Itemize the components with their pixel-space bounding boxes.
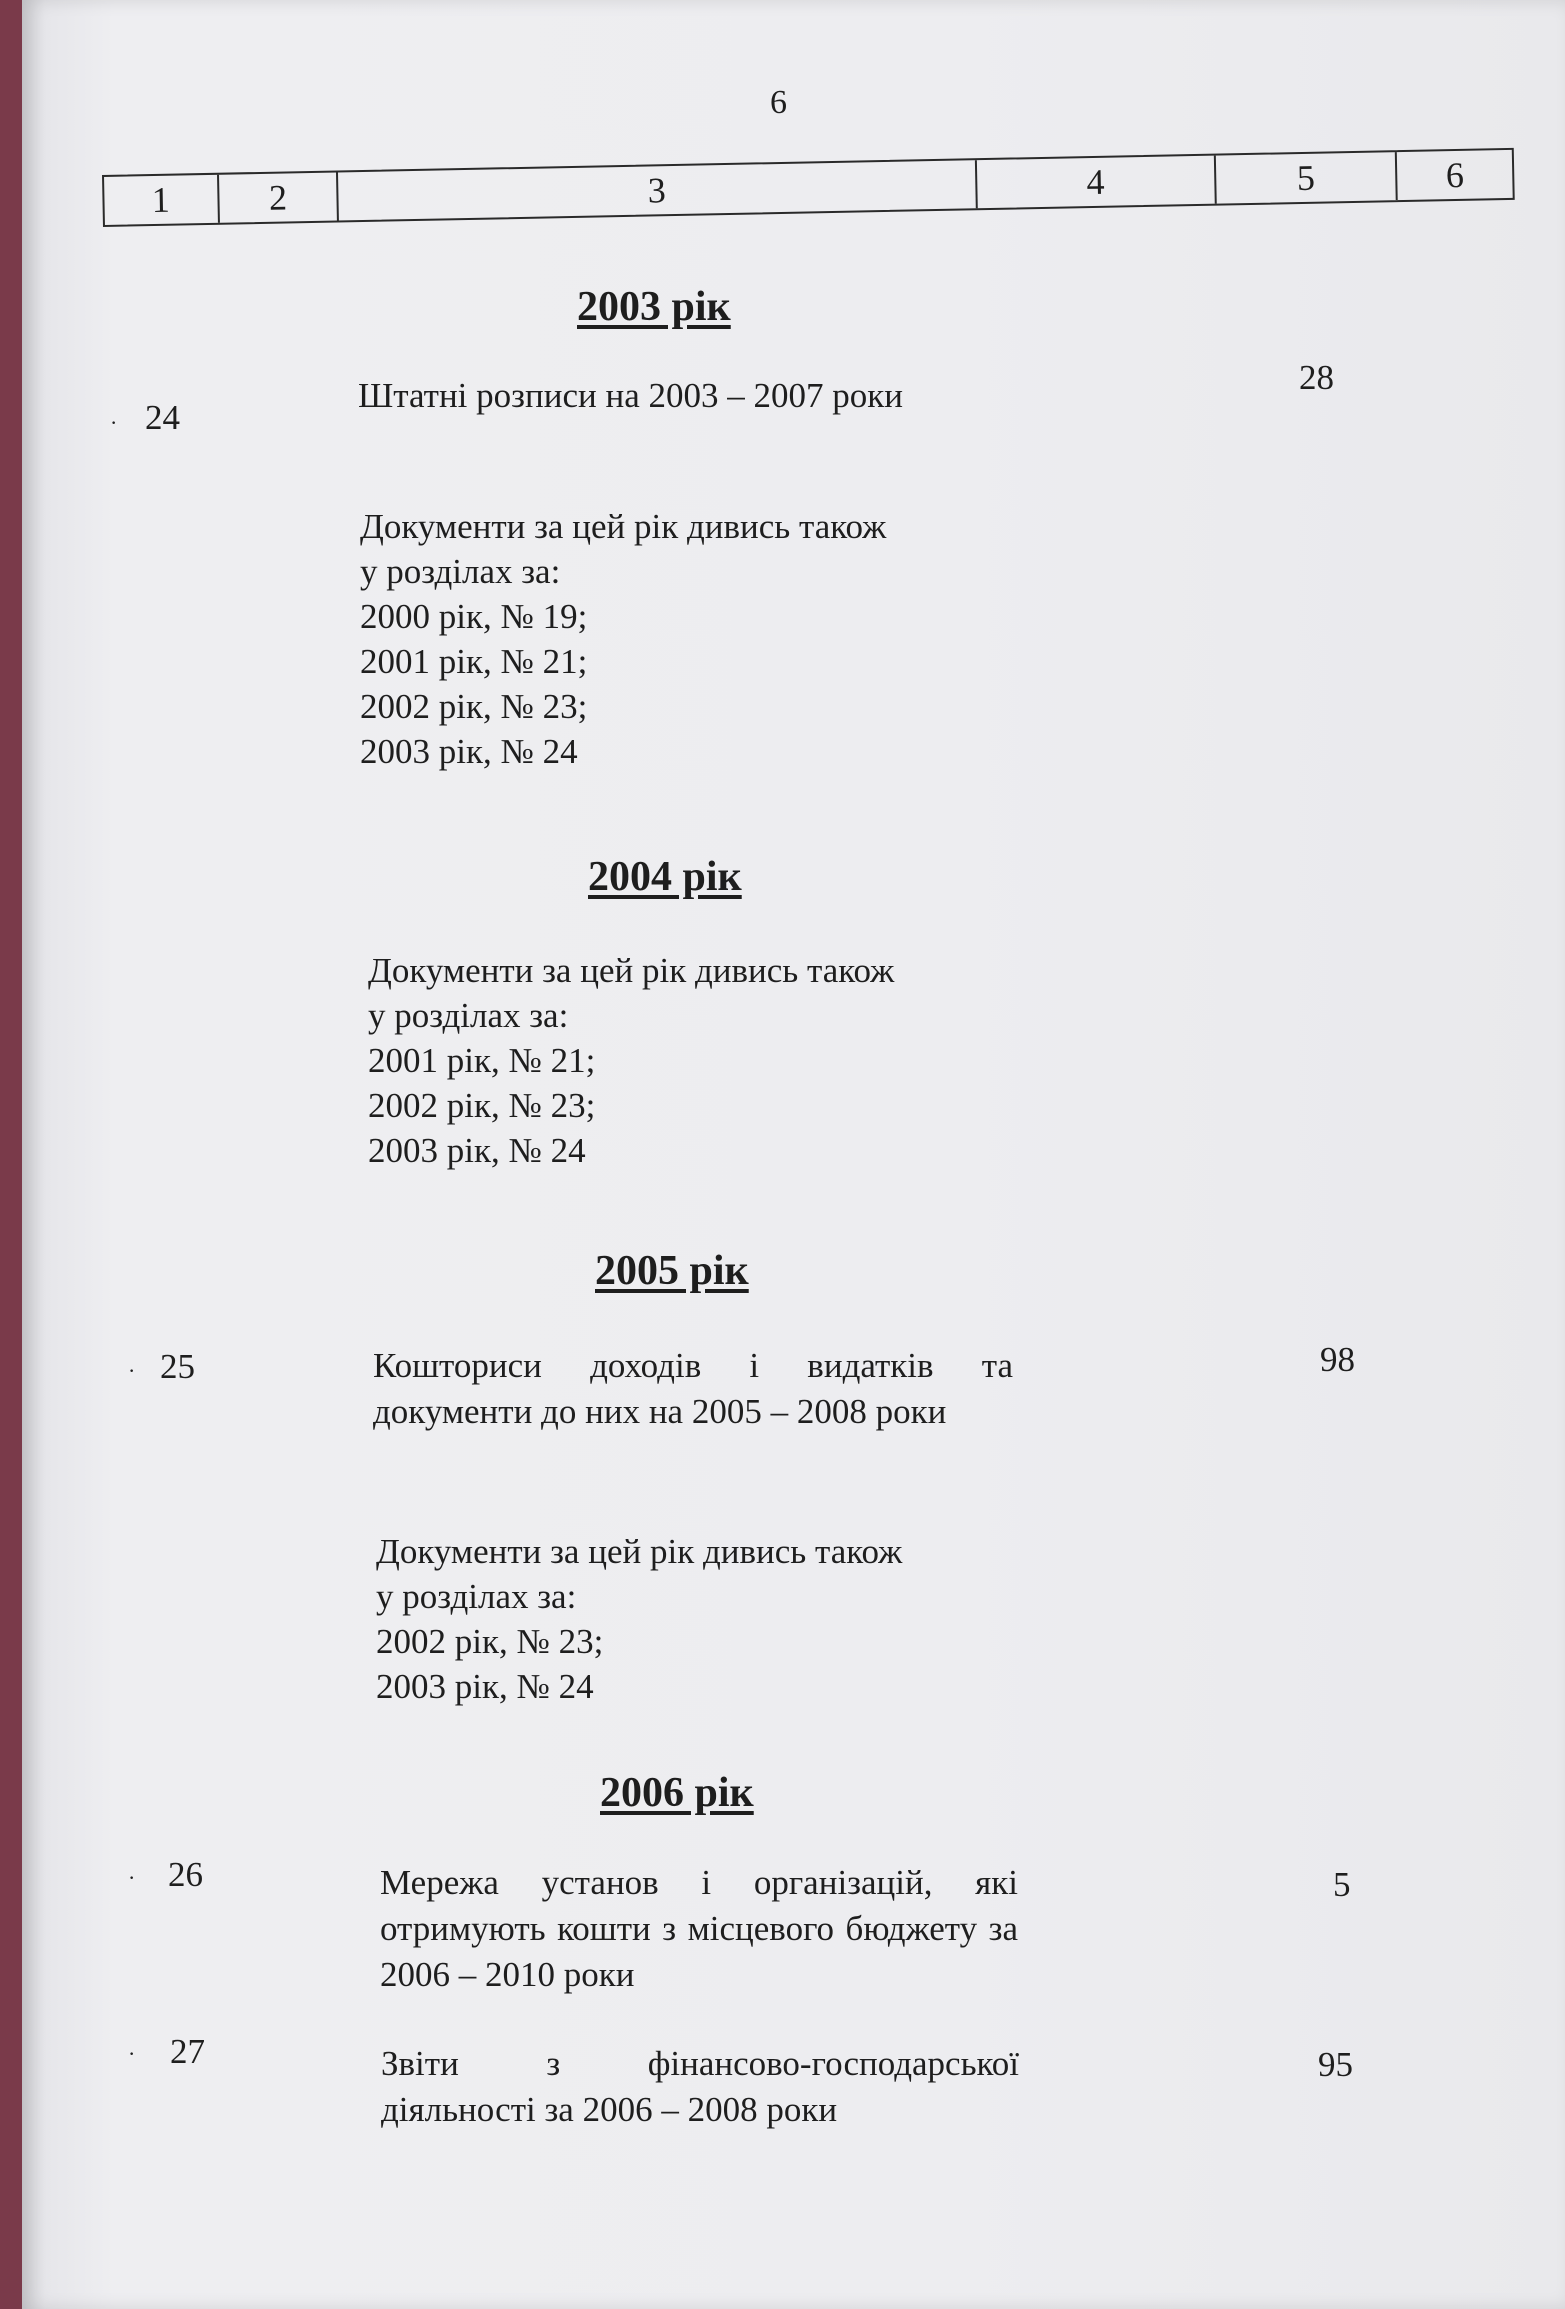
entry-page-count: 98 [1320,1340,1355,1379]
see-also-ref: 2003 рік, № 24 [376,1667,594,1706]
column-header-table [102,148,1515,227]
column-header-6: 6 [1445,154,1465,196]
entry-title: Кошториси доходів і видатків та документи до них на 2005 – 2008 роки [373,1346,1013,1431]
see-also-ref: 2003 рік, № 24 [368,1131,586,1170]
see-also-ref: 2002 рік, № 23; [368,1086,596,1125]
see-also-block [368,948,894,1173]
page-number: 6 [770,84,787,121]
section-year-heading: 2003 рік [577,284,731,330]
column-header-1: 1 [104,175,220,225]
entry-marker: · [128,2041,136,2066]
entry-marker: · [110,410,118,435]
entry-marker: · [128,1358,136,1383]
entry-page-count: 5 [1333,1865,1351,1904]
entry-page-count: 28 [1299,358,1334,397]
see-also-intro: Документи за цей рік дивись також [376,1532,903,1571]
see-also-block [360,504,886,774]
section-year-heading: 2005 рік [595,1248,749,1294]
entry-number: 27 [170,2032,205,2071]
see-also-ref: 2000 рік, № 19; [360,597,588,636]
entry-title: Звіти з фінансово-господарської діяльності за 2006 – 2008 роки [381,2044,1019,2129]
see-also-intro: Документи за цей рік дивись також [368,951,895,990]
column-header-3: 3 [338,160,977,220]
see-also-ref: 2001 рік, № 21; [368,1041,596,1080]
see-also-intro: у розділах за: [360,552,561,591]
column-header-5: 5 [1216,152,1398,203]
entry-number: 24 [145,398,180,437]
see-also-ref: 2002 рік, № 23; [360,687,588,726]
see-also-intro: у розділах за: [368,996,569,1035]
see-also-ref: 2001 рік, № 21; [360,642,588,681]
entry-page-count: 95 [1318,2045,1353,2084]
column-header-4: 4 [976,156,1216,209]
entry-number: 26 [168,1855,203,1894]
entry-title: Штатні розписи на 2003 – 2007 роки [358,376,903,415]
see-also-ref: 2003 рік, № 24 [360,732,578,771]
see-also-intro: Документи за цей рік дивись також [360,507,887,546]
entry-number: 25 [160,1347,195,1386]
see-also-intro: у розділах за: [376,1577,577,1616]
see-also-block [376,1529,902,1709]
entry-marker: · [128,1865,136,1890]
section-year-heading: 2006 рік [600,1770,754,1816]
see-also-ref: 2002 рік, № 23; [376,1622,604,1661]
section-year-heading: 2004 рік [588,854,742,900]
entry-title: Мережа установ і організацій, які отримують кошти з місцевого бюджету за 2006 – 2010 роки [380,1863,1018,1994]
column-header-2: 2 [219,172,340,222]
document-page [22,0,1565,2309]
